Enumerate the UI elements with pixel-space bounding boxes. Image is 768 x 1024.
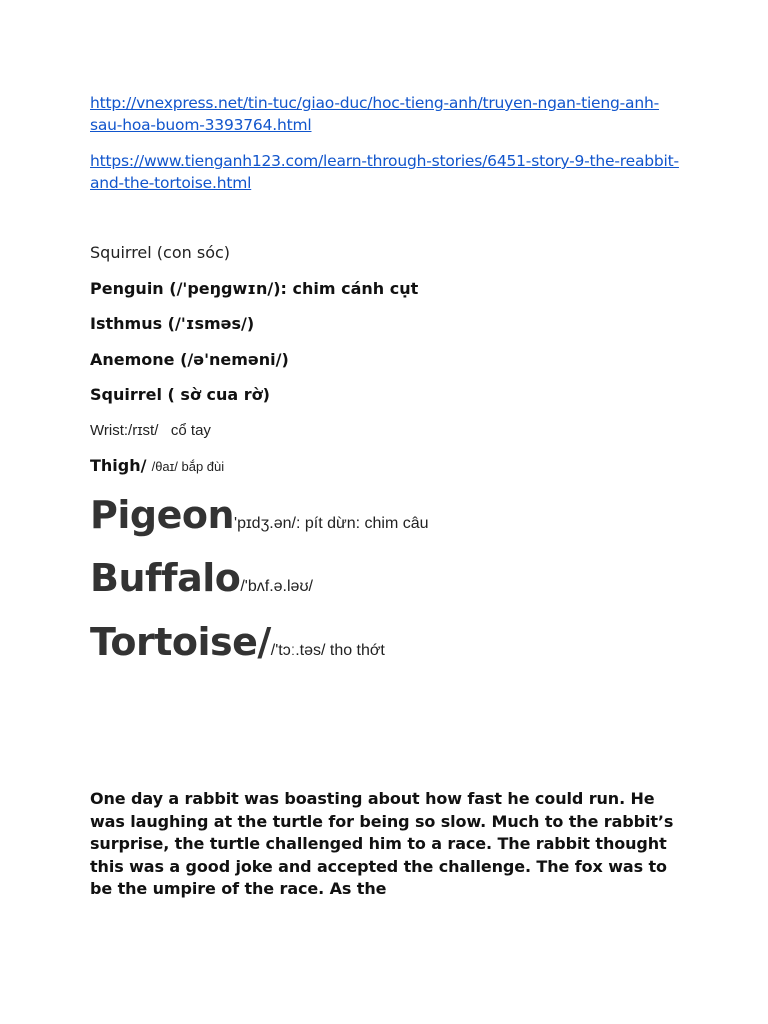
thigh-word: Thigh/ [90,456,147,475]
tortoise-note: /'tɔː.təs/ tho thớt [270,642,385,659]
buffalo-note: /'bʌf.ə.ləʊ/ [240,578,313,595]
pigeon-word: Pigeon [90,493,235,537]
vocab-buffalo [90,556,313,600]
story-paragraph: One day a rabbit was boasting about how fast he could run. He was laughing at the turtle for being so slow. Much to the rabbit’s surprise, the turtle challenged him to a race. The rabbit thought this was a good joke and accepted the challenge. The fox was to be the umpire of the race. As the [90,789,674,898]
thigh-note: /θaɪ/ bắp đùi [151,459,225,474]
vocab-tortoise [90,620,385,664]
vocab-isthmus: Isthmus (/'ɪsməs/) [90,314,255,333]
buffalo-word: Buffalo [90,556,241,600]
vocab-wrist: Wrist:/rɪst/ cổ tay [90,422,211,439]
vocab-thigh [90,456,224,475]
tortoise-word: Tortoise/ [90,620,271,664]
vocab-pigeon [90,493,429,537]
vocab-anemone: Anemone (/ə'neməni/) [90,350,289,369]
tienganh123-link[interactable]: https://www.tienganh123.com/learn-through-stories/6451-story-9-the-reabbit-and-the-tortoise.html [90,152,679,192]
vocab-penguin: Penguin (/'peŋgwɪn/): chim cánh cụt [90,279,419,298]
pigeon-note: 'pɪdʒ.ən/: pít dừn: chim câu [234,515,429,532]
vocab-squirrel-bold: Squirrel ( sờ cua rờ) [90,385,270,404]
vnexpress-link[interactable]: http://vnexpress.net/tin-tuc/giao-duc/hoc-tieng-anh/truyen-ngan-tieng-anh-sau-hoa-buom-3393764.html [90,94,659,134]
vocab-squirrel-plain: Squirrel (con sóc) [90,243,231,262]
